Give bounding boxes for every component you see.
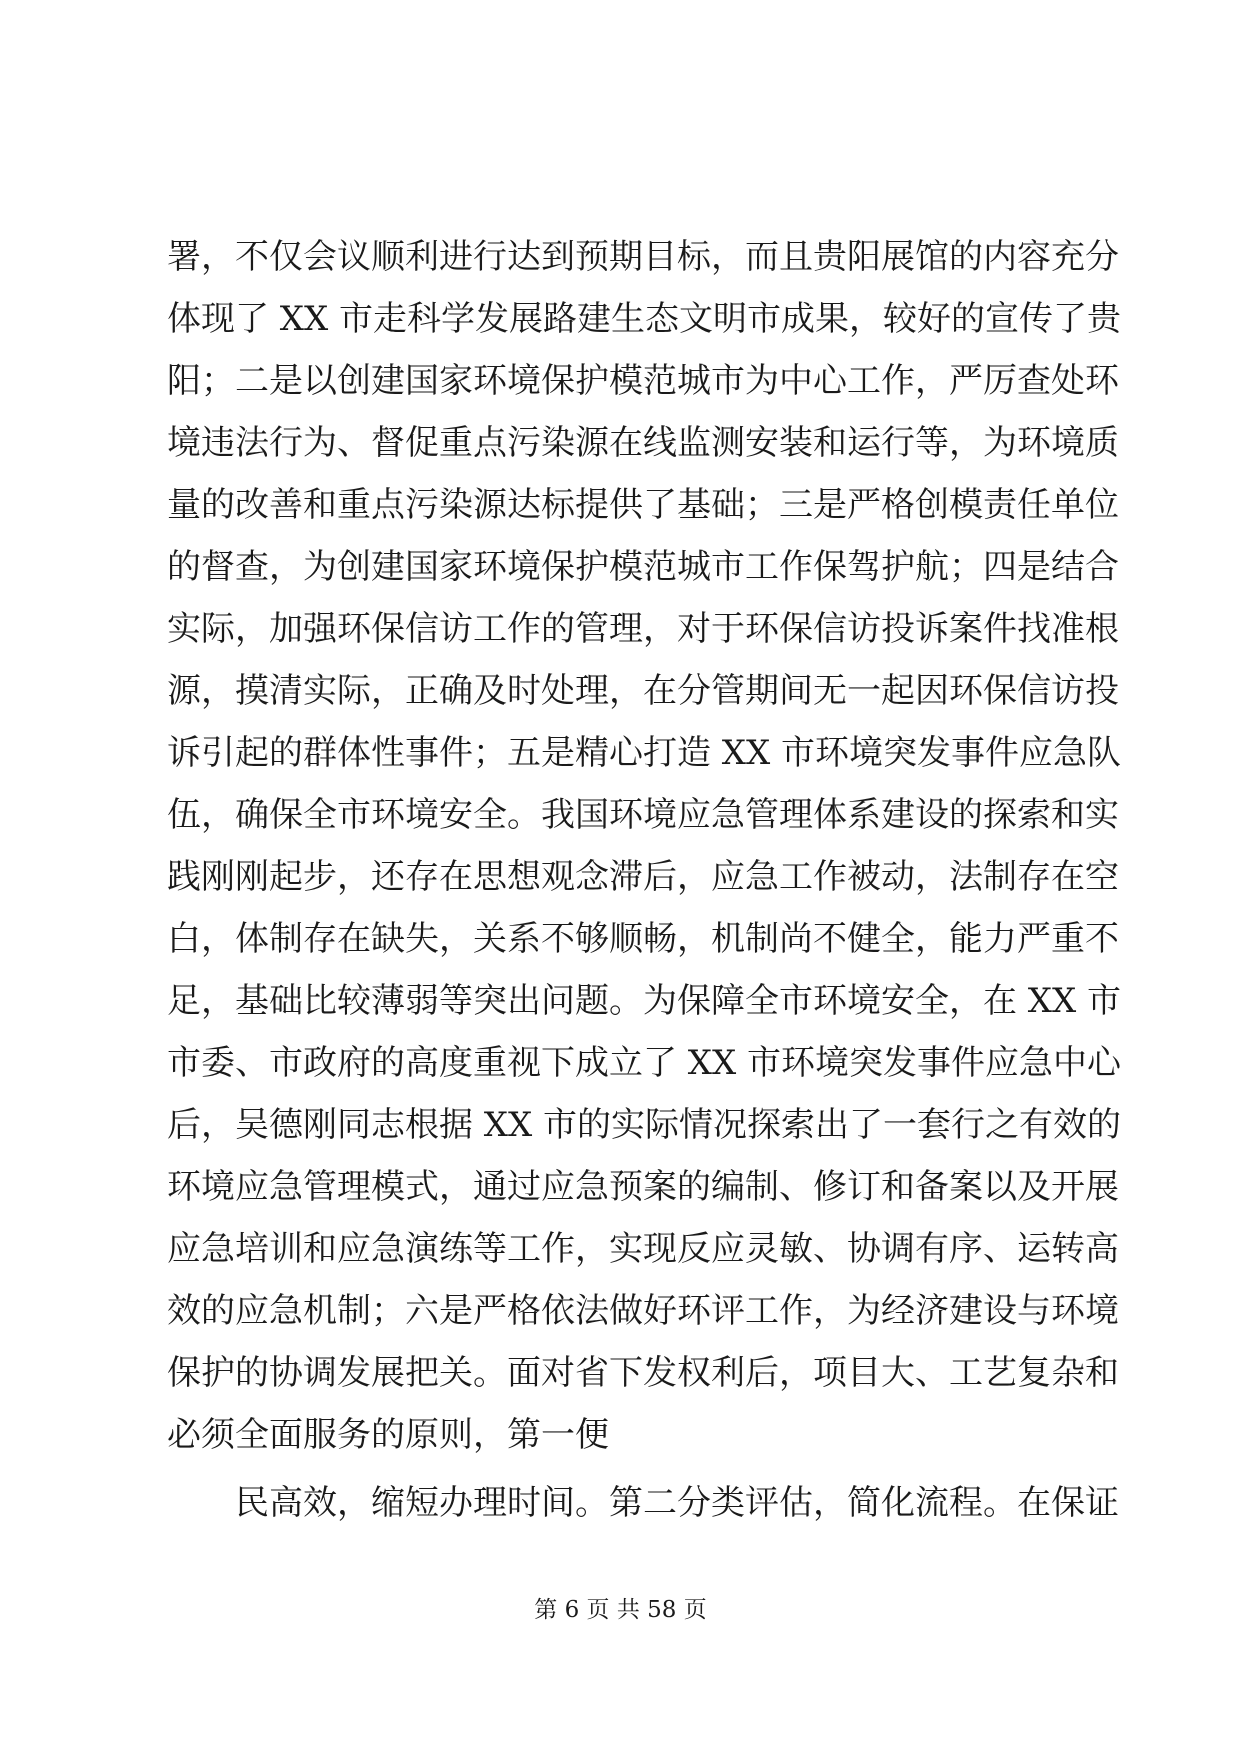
paragraph-2 xyxy=(167,1472,1119,1534)
text-line: 的督查，为创建国家环境保护模范城市工作保驾护航；四是结合 xyxy=(167,547,1119,587)
text-line: 体现了 XX 市走科学发展路建生态文明市成果，较好的宣传了贵 xyxy=(167,299,1122,339)
text-line: 应急培训和应急演练等工作，实现反应灵敏、协调有序、运转高 xyxy=(167,1229,1119,1269)
text-line: 市委、市政府的高度重视下成立了 XX 市环境突发事件应急中心 xyxy=(167,1043,1122,1083)
text-line: 实际，加强环保信访工作的管理，对于环保信访投诉案件找准根 xyxy=(167,609,1119,649)
text-line: 后，吴德刚同志根据 XX 市的实际情况探索出了一套行之有效的 xyxy=(167,1105,1122,1145)
text-line: 伍，确保全市环境安全。我国环境应急管理体系建设的探索和实 xyxy=(167,795,1119,835)
text-line: 量的改善和重点污染源达标提供了基础；三是严格创模责任单位 xyxy=(167,485,1119,525)
text-line: 白，体制存在缺失，关系不够顺畅，机制尚不健全，能力严重不 xyxy=(167,919,1119,959)
text-line: 诉引起的群体性事件；五是精心打造 XX 市环境突发事件应急队 xyxy=(167,733,1122,773)
text-line: 境违法行为、督促重点污染源在线监测安装和运行等，为环境质 xyxy=(167,423,1119,463)
text-line: 足，基础比较薄弱等突出问题。为保障全市环境安全，在 XX 市 xyxy=(167,981,1122,1021)
text-line: 必须全面服务的原则，第一便 xyxy=(167,1415,609,1455)
text-line: 践刚刚起步，还存在思想观念滞后，应急工作被动，法制存在空 xyxy=(167,857,1119,897)
text-line: 保护的协调发展把关。面对省下发权利后，项目大、工艺复杂和 xyxy=(167,1353,1119,1393)
page-number-footer: 第 6 页 共 58 页 xyxy=(534,1597,707,1623)
text-line: 环境应急管理模式，通过应急预案的编制、修订和备案以及开展 xyxy=(167,1167,1119,1207)
text-line: 署，不仅会议顺利进行达到预期目标，而且贵阳展馆的内容充分 xyxy=(167,237,1119,277)
paragraph-1 xyxy=(167,226,1122,1466)
text-line: 效的应急机制；六是严格依法做好环评工作，为经济建设与环境 xyxy=(167,1291,1119,1331)
text-line: 源，摸清实际，正确及时处理，在分管期间无一起因环保信访投 xyxy=(167,671,1119,711)
text-line: 民高效，缩短办理时间。第二分类评估，简化流程。在保证 xyxy=(235,1483,1119,1523)
text-line: 阳；二是以创建国家环境保护模范城市为中心工作，严厉查处环 xyxy=(167,361,1119,401)
